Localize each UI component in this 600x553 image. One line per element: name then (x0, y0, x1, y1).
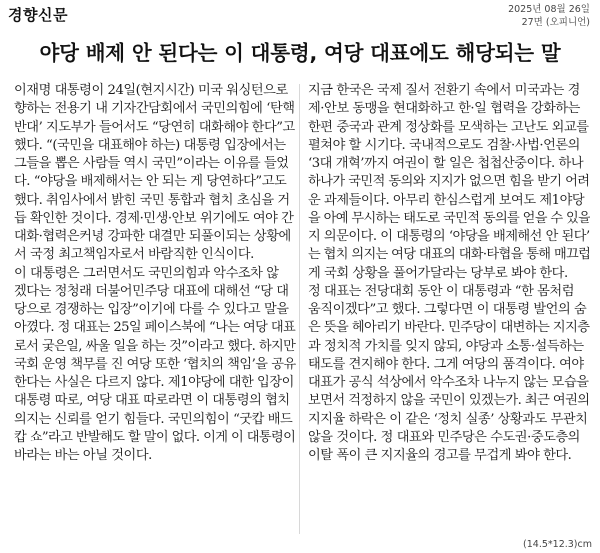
publication-date: 2025년 08월 26일 (508, 4, 590, 15)
article-text-line: 지 의문이다. 이 대통령의 ‘야당을 배제해선 안 된다’ (308, 229, 590, 244)
clipping-size-note: (14.5*12.3)cm (523, 539, 592, 550)
article-text-line: 않을 것이다. 정 대표와 민주당은 수도권·중도층의 (308, 429, 580, 445)
article-text-line: 하나가 국민적 동의와 지지가 없으면 힘을 받기 어려 (308, 174, 590, 190)
article-text-line: 과 정치적 가치를 잊지 않되, 야당과 소통·설득하는 (308, 338, 584, 354)
article-text-line: 정 대표는 전당대회 동안 이 대통령과 “한 몸처럼 (308, 283, 574, 299)
article-text-line: 지금 한국은 국제 질서 전환기 속에서 미국과는 경 (308, 83, 580, 98)
article-text-line: 은 뜻을 헤아리기 바란다. 민주당이 대변하는 지지층 (308, 320, 590, 336)
article-text-line: ‘3대 개혁’까지 여권이 할 일은 첩첩산중이다. 하나 (308, 156, 584, 171)
article-text-line: 보면서 걱정하지 않을 국민이 있겠는가. 최근 여권의 (308, 393, 590, 409)
column-divider (299, 84, 300, 534)
article-text-line: 향하는 전용기 내 기자간담회에서 국민의힘에 ‘탄핵 (14, 101, 295, 117)
article-text-line: 로서 궂은일, 싸울 일을 하는 것”이라고 했다. 하지만 (14, 338, 296, 354)
article-text-line: 이재명 대통령이 24일(현지시간) 미국 워싱턴으로 (14, 83, 288, 98)
article-text-line: 이 대통령은 그러면서도 국민의힘과 악수조차 않 (14, 265, 279, 281)
article-text-line: 했다. 취임사에서 밝힌 국민 통합과 협치 초심을 거 (14, 192, 290, 208)
article-text-line: 태도를 견지해야 한다. 그게 여당의 품격이다. 여야 (308, 356, 584, 372)
article-column-right (308, 82, 590, 465)
article-text-line: 운 과제들이다. 아무리 한심스럽게 보여도 제1야당 (308, 192, 585, 208)
article-text-line: 캅 쇼”라고 반발해도 할 말이 없다. 이게 이 대통령이 (14, 429, 296, 445)
article-text-line: 했다. “(국민을 대표해야 하는) 대통령 입장에서는 (14, 137, 286, 153)
article-column-left (14, 82, 296, 465)
article-text-line: 제·안보 동맹을 현대화하고 한·일 협력을 강화하는 (308, 101, 580, 117)
article-text-line: 국회 운영 책무를 진 여당 또한 ‘협치의 책임’을 공유 (14, 356, 296, 372)
article-text-line: 당으로 경쟁하는 입장”이기에 다를 수 있다고 말을 (14, 302, 289, 317)
article-text-line: 겠다는 정청래 더불어민주당 대표에 대해선 “당 대 (14, 283, 289, 299)
article-text-line: 펼쳐야 할 시기다. 국내적으로도 검찰·사법·언론의 (308, 137, 580, 153)
article-text-line: 듭 확인한 것이다. 경제·민생·안보 위기에도 여야 간 (14, 210, 294, 226)
masthead: 경향신문 (8, 6, 68, 24)
article-text-line: 이탈 폭이 큰 지지율의 경고를 무겁게 봐야 한다. (308, 448, 572, 463)
article-text-line: 을 아예 무시하는 태도로 국민적 동의를 얻을 수 있을 (308, 210, 590, 226)
article-text-line: 움직이겠다”고 했다. 그렇다면 이 대통령 발언의 숨 (308, 302, 587, 317)
page-section: 27면 (오피니언) (521, 17, 590, 28)
article-text-line: 바라는 바는 아닐 것이다. (14, 448, 152, 463)
article-text-line: 반대’ 지도부가 들어서도 “당연히 대화해야 한다”고 (14, 119, 295, 135)
article-text-line: 지지율 하락은 이 같은 ‘정치 실종’ 상황과도 무관치 (308, 411, 588, 427)
article-text-line: 아꼈다. 정 대표는 25일 페이스북에 “나는 여당 대표 (14, 320, 296, 336)
publication-meta (508, 3, 590, 29)
article-text-line: 그들을 뽑은 사람들 역시 국민”이라는 이유를 들었 (14, 156, 289, 171)
article-text-line: 한편 중국과 관계 정상화를 모색하는 고난도 외교를 (308, 119, 589, 135)
article-text-line: 는 협치 의지는 여당 대표의 대화·타협을 통해 매끄럽 (308, 247, 590, 263)
article-text-line: 게 국회 상황을 풀어가달라는 당부로 봐야 한다. (308, 265, 568, 281)
article-text-line: 대화·협력은커녕 강파한 대결만 되풀이되는 상황에 (14, 229, 291, 244)
article-headline: 야당 배제 안 된다는 이 대통령, 여당 대표에도 해당되는 말 (39, 41, 561, 65)
article-text-line: 의지는 신뢰를 얻기 힘들다. 국민의힘이 “굿캅 배드 (14, 411, 293, 427)
article-text-line: 다. “야당을 배제해서는 안 되는 게 당연하다”고도 (14, 174, 287, 190)
article-text-line: 한다는 사실은 다르지 않다. 제1야당에 대한 입장이 (14, 375, 294, 390)
article-text-line: 대통령 따로, 여당 대표 따로라면 이 대통령의 협치 (14, 393, 290, 409)
article-text-line: 서 국정 최고책임자로서 바람직한 인식이다. (14, 247, 254, 263)
article-text-line: 대표가 공식 석상에서 악수조차 나누지 않는 모습을 (308, 375, 589, 390)
